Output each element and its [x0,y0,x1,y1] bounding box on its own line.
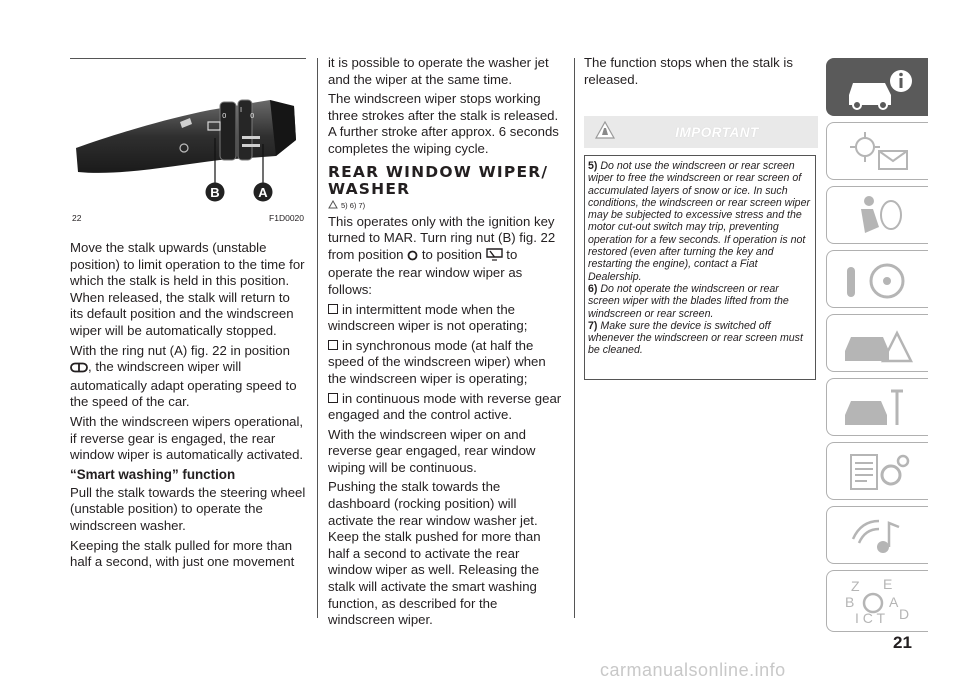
important-note [588,320,813,357]
bullet-text: in intermittent mode when the windscreen wiper is not operating; [328,301,528,334]
figure-label-b: B [210,185,220,200]
rear-window-wiper-heading: REAR WINDOW WIPER/ WASHER [328,162,549,198]
index-icon [843,577,915,627]
page-number: 21 [893,633,912,652]
important-notes-box [584,155,816,380]
col2-paragraph-3 [328,214,564,299]
svg-text:I: I [240,106,243,114]
note-number: 7) [588,319,598,332]
col1-paragraph-1: Move the stalk upwards (unstable position) to limit operation to the time for which the stalk is held in this position. When released, the stalk will return to its default position and the windscreen wiper will be automatically stopped. [70,240,305,338]
column-divider-2 [574,58,575,618]
tab-car-info[interactable] [826,58,928,116]
svg-text:Z: Z [851,578,860,594]
car-info-icon [843,65,915,111]
figure-22-wiper-stalk [70,60,306,208]
svg-text:D: D [899,606,910,622]
emergency-icon [843,321,915,367]
note-text: Do not operate the windscreen or rear screen wiper with the blades lifted from the windscreen or rear screen. [588,282,789,320]
auto-wiper-symbol-icon [70,361,88,378]
col2-p3-text-b: to position [418,246,486,262]
note-refs-text: 5) 6) 7) [341,200,366,210]
tab-index[interactable] [826,570,928,632]
warning-hand-icon [328,200,338,211]
tab-maintenance[interactable] [826,378,928,436]
col1-p2-text-b: , the windscreen wiper will automatically adapt operating speed to the speed of the car. [70,359,297,410]
col2-paragraph-2: The windscreen wiper stops working three strokes after the stalk is released. A further stroke after approx. 6 seconds completes the wiping cycle. [328,91,559,156]
watermark: carmanualsonline.info [600,660,786,680]
col1-p2-text-a: With the ring nut (A) fig. 22 in position [70,342,290,358]
col2-paragraph-5: Pushing the stalk towards the dashboard (rocking position) will activate the rear window washer jet. Keep the stalk pushed for more than half a second to activate the rear window wiper as well. Releasing the stalk will activate the smart washing function, as described for the windscreen wiper. [328,479,541,628]
square-bullet-icon [328,340,338,350]
col2-paragraph-4: With the windscreen wiper on and reverse gear engaged, rear window wiping will be continuous. [328,426,536,475]
warning-hand-icon [594,120,616,145]
safety-airbag-icon [843,193,915,239]
bullet-text: in synchronous mode (at half the speed of the windscreen wiper) when the windscreen wiper is operating; [328,337,546,386]
multimedia-icon [843,513,915,559]
figure-label-a: A [258,185,268,200]
note-text: Make sure the device is switched off whenever the windscreen or rear screen must be cleaned. [588,319,803,357]
note-references [328,200,564,211]
column-divider-1 [317,58,318,618]
col2-paragraph-1: it is possible to operate the washer jet and the wiper at the same time. [328,55,549,87]
technical-data-icon [843,449,915,495]
note-number: 5) [588,160,598,172]
tab-emergency[interactable] [826,314,928,372]
column-3 [584,55,820,91]
bullet-text: in continuous mode with reverse gear engaged and the control active. [328,390,562,423]
top-rule [70,58,306,59]
bullet-item [328,391,564,424]
maintenance-icon [843,385,915,431]
important-title: IMPORTANT [675,124,759,140]
important-header [584,116,818,148]
tab-technical-data[interactable] [826,442,928,500]
square-bullet-icon [328,393,338,403]
col1-paragraph-3: With the windscreen wipers operational, if reverse gear is engaged, the rear window wiper is automatically activated. [70,413,304,463]
col2-p3-text-a: This operates only with the ignition key turned to MAR. Turn ring nut (B) fig. 22 from position [328,213,556,262]
tab-dashboard-lights[interactable] [826,122,928,180]
col1-paragraph-5: Keeping the stalk pulled for more than half a second, with just one movement [70,537,295,570]
svg-text:A: A [889,594,899,610]
dashboard-lights-icon [843,129,915,175]
starting-driving-icon [843,257,915,303]
col2-p3-text-c: to operate the rear window wiper as follows: [328,246,523,297]
svg-text:E: E [883,577,893,592]
svg-text:I C T: I C T [855,610,886,626]
figure-code: F1D0020 [269,213,304,223]
col3-paragraph-1: The function stops when the stalk is released. [584,55,793,87]
col1-paragraph-2 [70,343,306,411]
rear-wiper-symbol-icon [486,248,503,266]
svg-text:0: 0 [222,112,227,120]
column-2 [328,55,564,632]
smart-washing-heading: “Smart washing” function [70,466,236,482]
svg-text:B: B [845,594,855,610]
important-note [588,160,813,283]
bullet-item [328,338,564,388]
col1-paragraph-4: Pull the stalk towards the steering wheel (unstable position) to operate the windscreen washer. [70,484,306,533]
figure-number: 22 [72,213,82,223]
note-number: 6) [588,282,598,295]
off-position-icon [407,249,418,266]
tab-starting-driving[interactable] [826,250,928,308]
bullet-item [328,302,564,335]
important-note [588,283,813,320]
svg-text:0: 0 [250,112,255,120]
column-1 [70,240,306,574]
tab-safety[interactable] [826,186,928,244]
square-bullet-icon [328,304,338,314]
tab-multimedia[interactable] [826,506,928,564]
note-text: Do not use the windscreen or rear screen wiper to free the windscreen or rear screen of accumulated layers of snow or ice. In such conditions, the windscreen or rear screen wiper may be subjected to excessive stress and the motor cut-out switch may trip, preventing operation for a few seconds. If operation is not restored (even after turning the key and restarting the engine), contact a Fiat Dealership. [588,160,810,283]
